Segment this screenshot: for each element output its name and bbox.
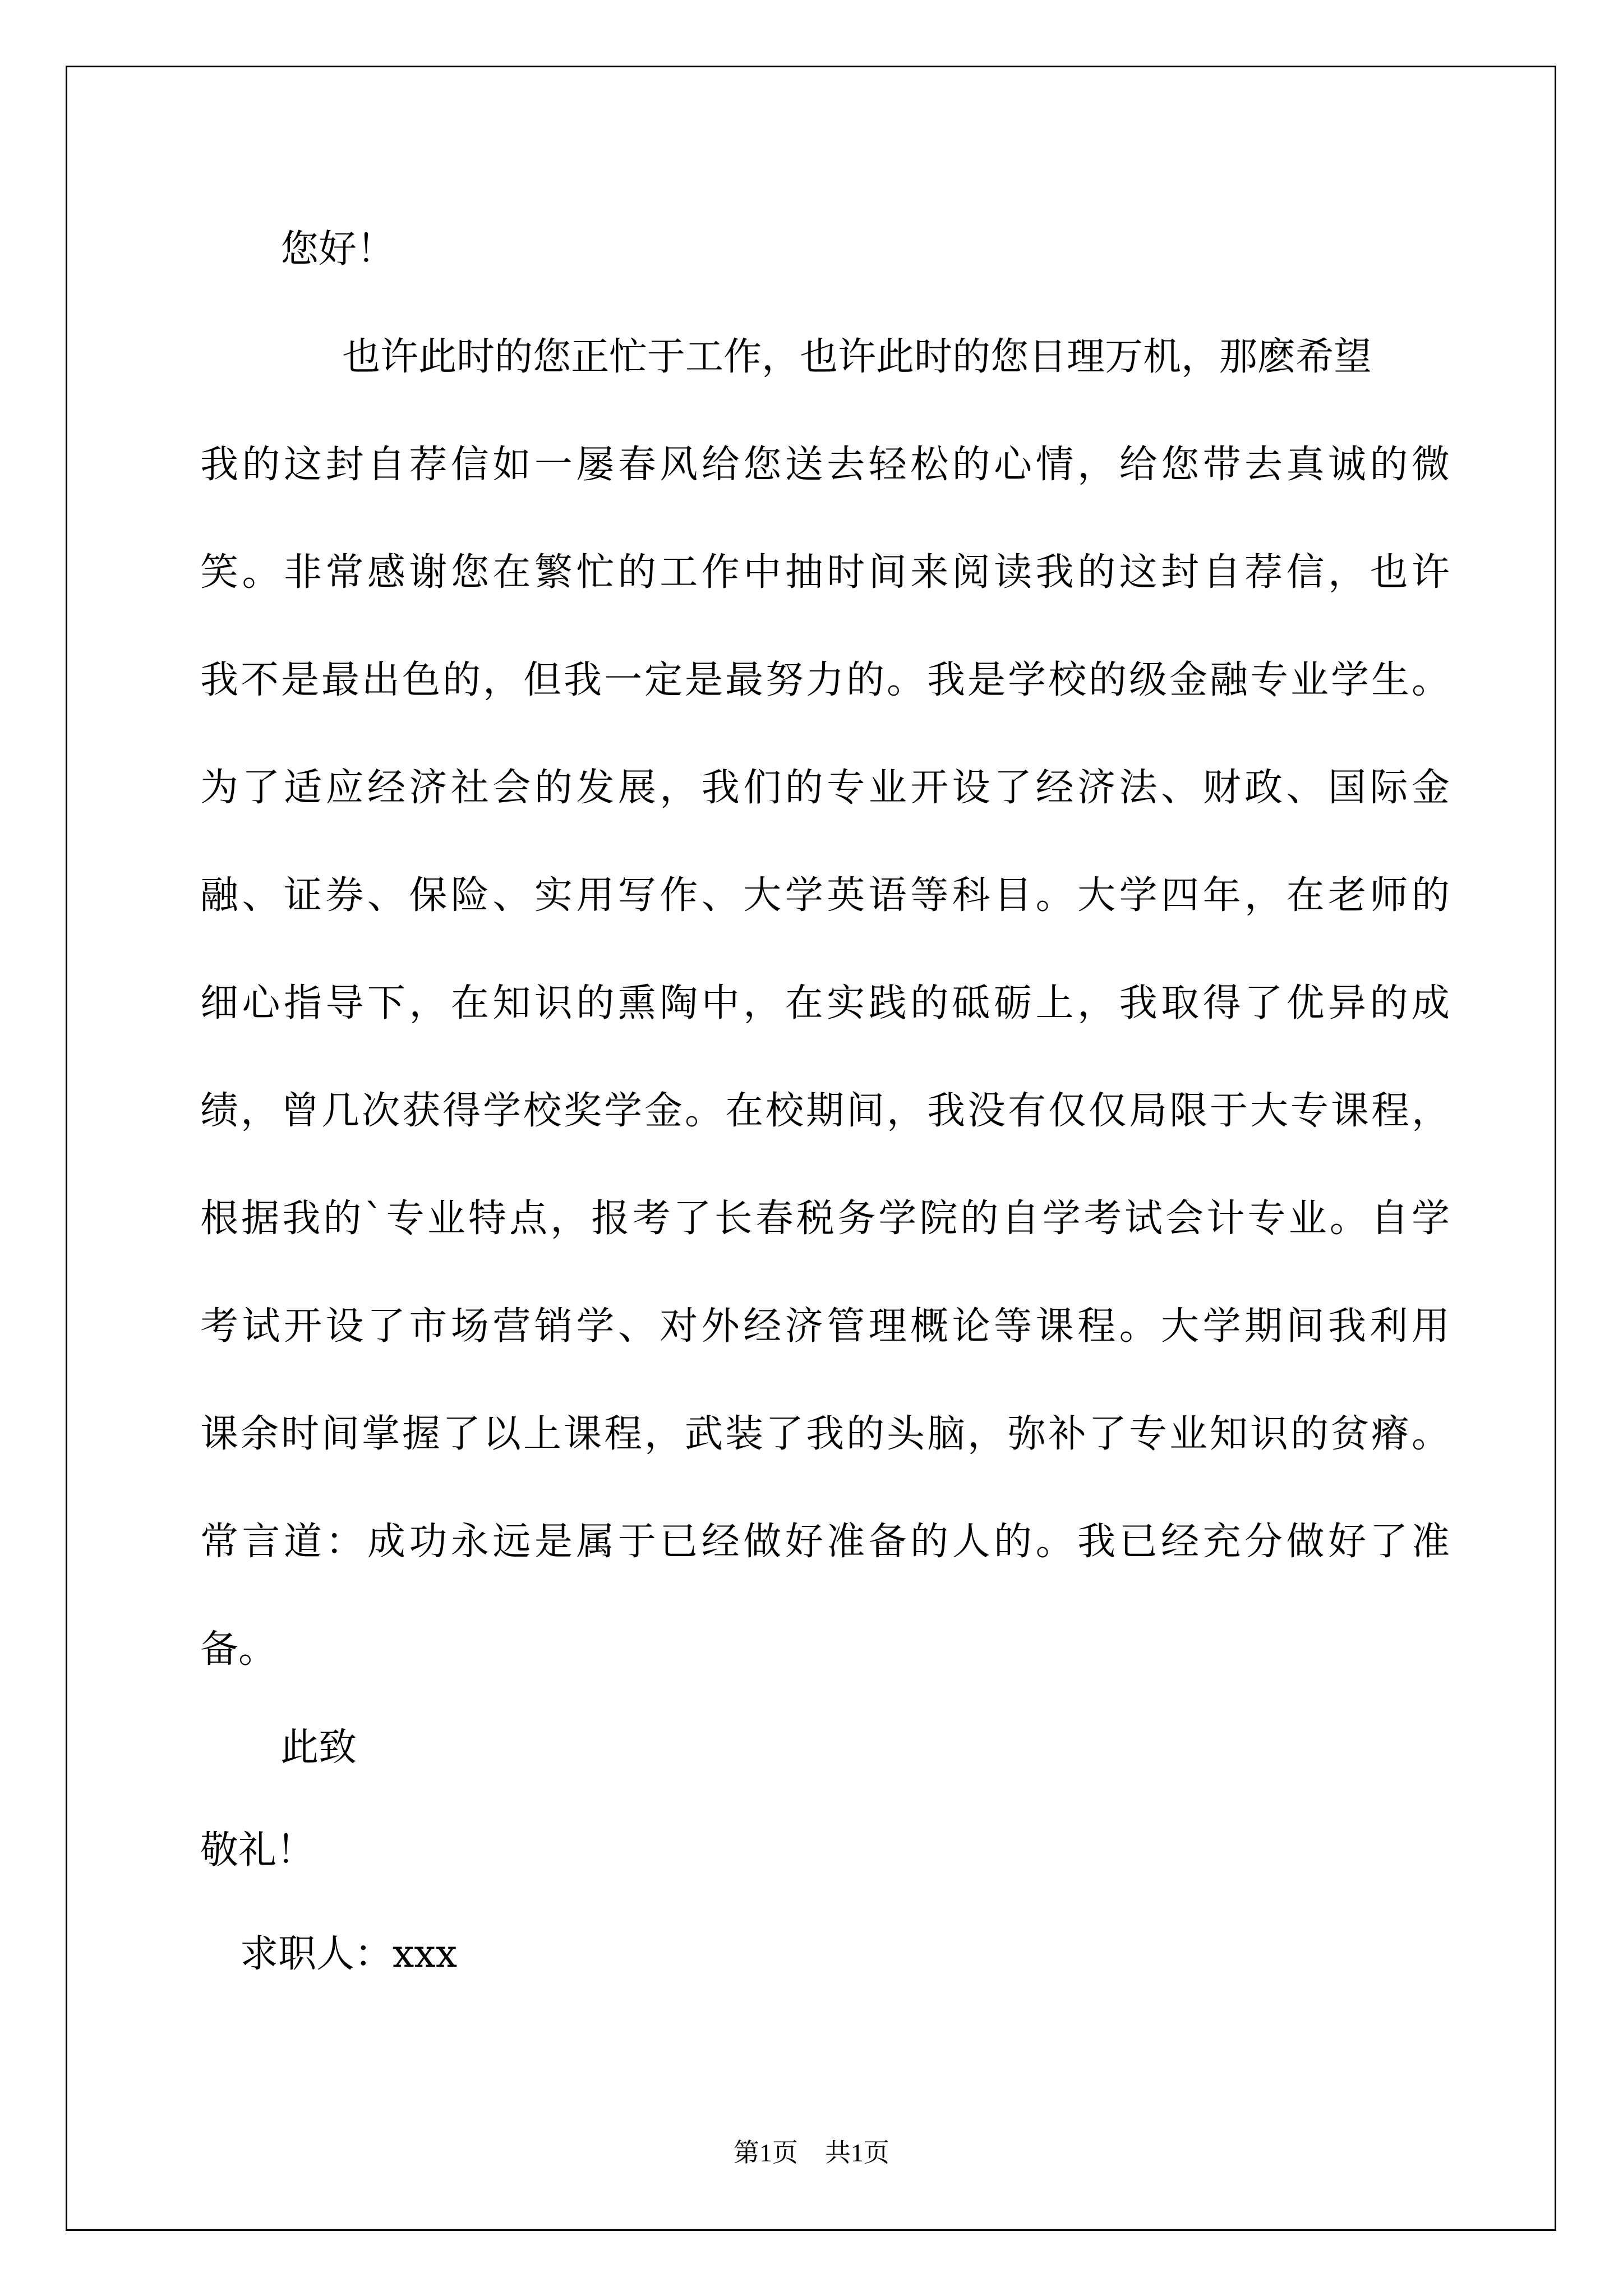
letter-body-line: 我不是最出色的，但我一定是最努力的。我是学校的级金融专业学生。 <box>200 658 1450 702</box>
letter-body-line: 绩，曾几次获得学校奖学金。在校期间，我没有仅仅局限于大专课程， <box>200 1089 1450 1133</box>
letter-body-line: 我的这封自荐信如一屡春风给您送去轻松的心情，给您带去真诚的微 <box>200 443 1450 487</box>
letter-body-line: 笑。非常感谢您在繁忙的工作中抽时间来阅读我的这封自荐信，也许 <box>200 550 1450 595</box>
letter-body-line: 为了适应经济社会的发展，我们的专业开设了经济法、财政、国际金 <box>200 766 1450 810</box>
letter-body-line: 课余时间掌握了以上课程，武装了我的头脑，弥补了专业知识的贫瘠。 <box>200 1412 1450 1456</box>
page-border <box>66 66 1556 2231</box>
letter-body-line: 考试开设了市场营销学、对外经济管理概论等课程。大学期间我利用 <box>200 1304 1450 1349</box>
page-number-total: 共1页 <box>825 2138 889 2167</box>
page-number-current: 第1页 <box>734 2138 798 2167</box>
letter-greeting: 您好！ <box>280 227 395 272</box>
letter-closing-regards: 敬礼！ <box>200 1828 315 1872</box>
letter-body-line: 根据我的`专业特点，报考了长春税务学院的自学考试会计专业。自学 <box>200 1197 1450 1241</box>
letter-body-line: 备。 <box>200 1627 277 1672</box>
letter-closing-salutation: 此致 <box>280 1726 357 1770</box>
letter-body-line: 也许此时的您正忙于工作，也许此时的您日理万机，那麽希望 <box>342 335 1372 379</box>
letter-body-line: 融、证券、保险、实用写作、大学英语等科目。大学四年，在老师的 <box>200 873 1450 918</box>
letter-signature: 求职人：xxx <box>240 1932 458 1976</box>
letter-body-line: 细心指导下，在知识的熏陶中，在实践的砥砺上，我取得了优异的成 <box>200 981 1450 1025</box>
page-footer <box>0 2137 1623 2169</box>
letter-body-line: 常言道：成功永远是属于已经做好准备的人的。我已经充分做好了准 <box>200 1520 1450 1564</box>
